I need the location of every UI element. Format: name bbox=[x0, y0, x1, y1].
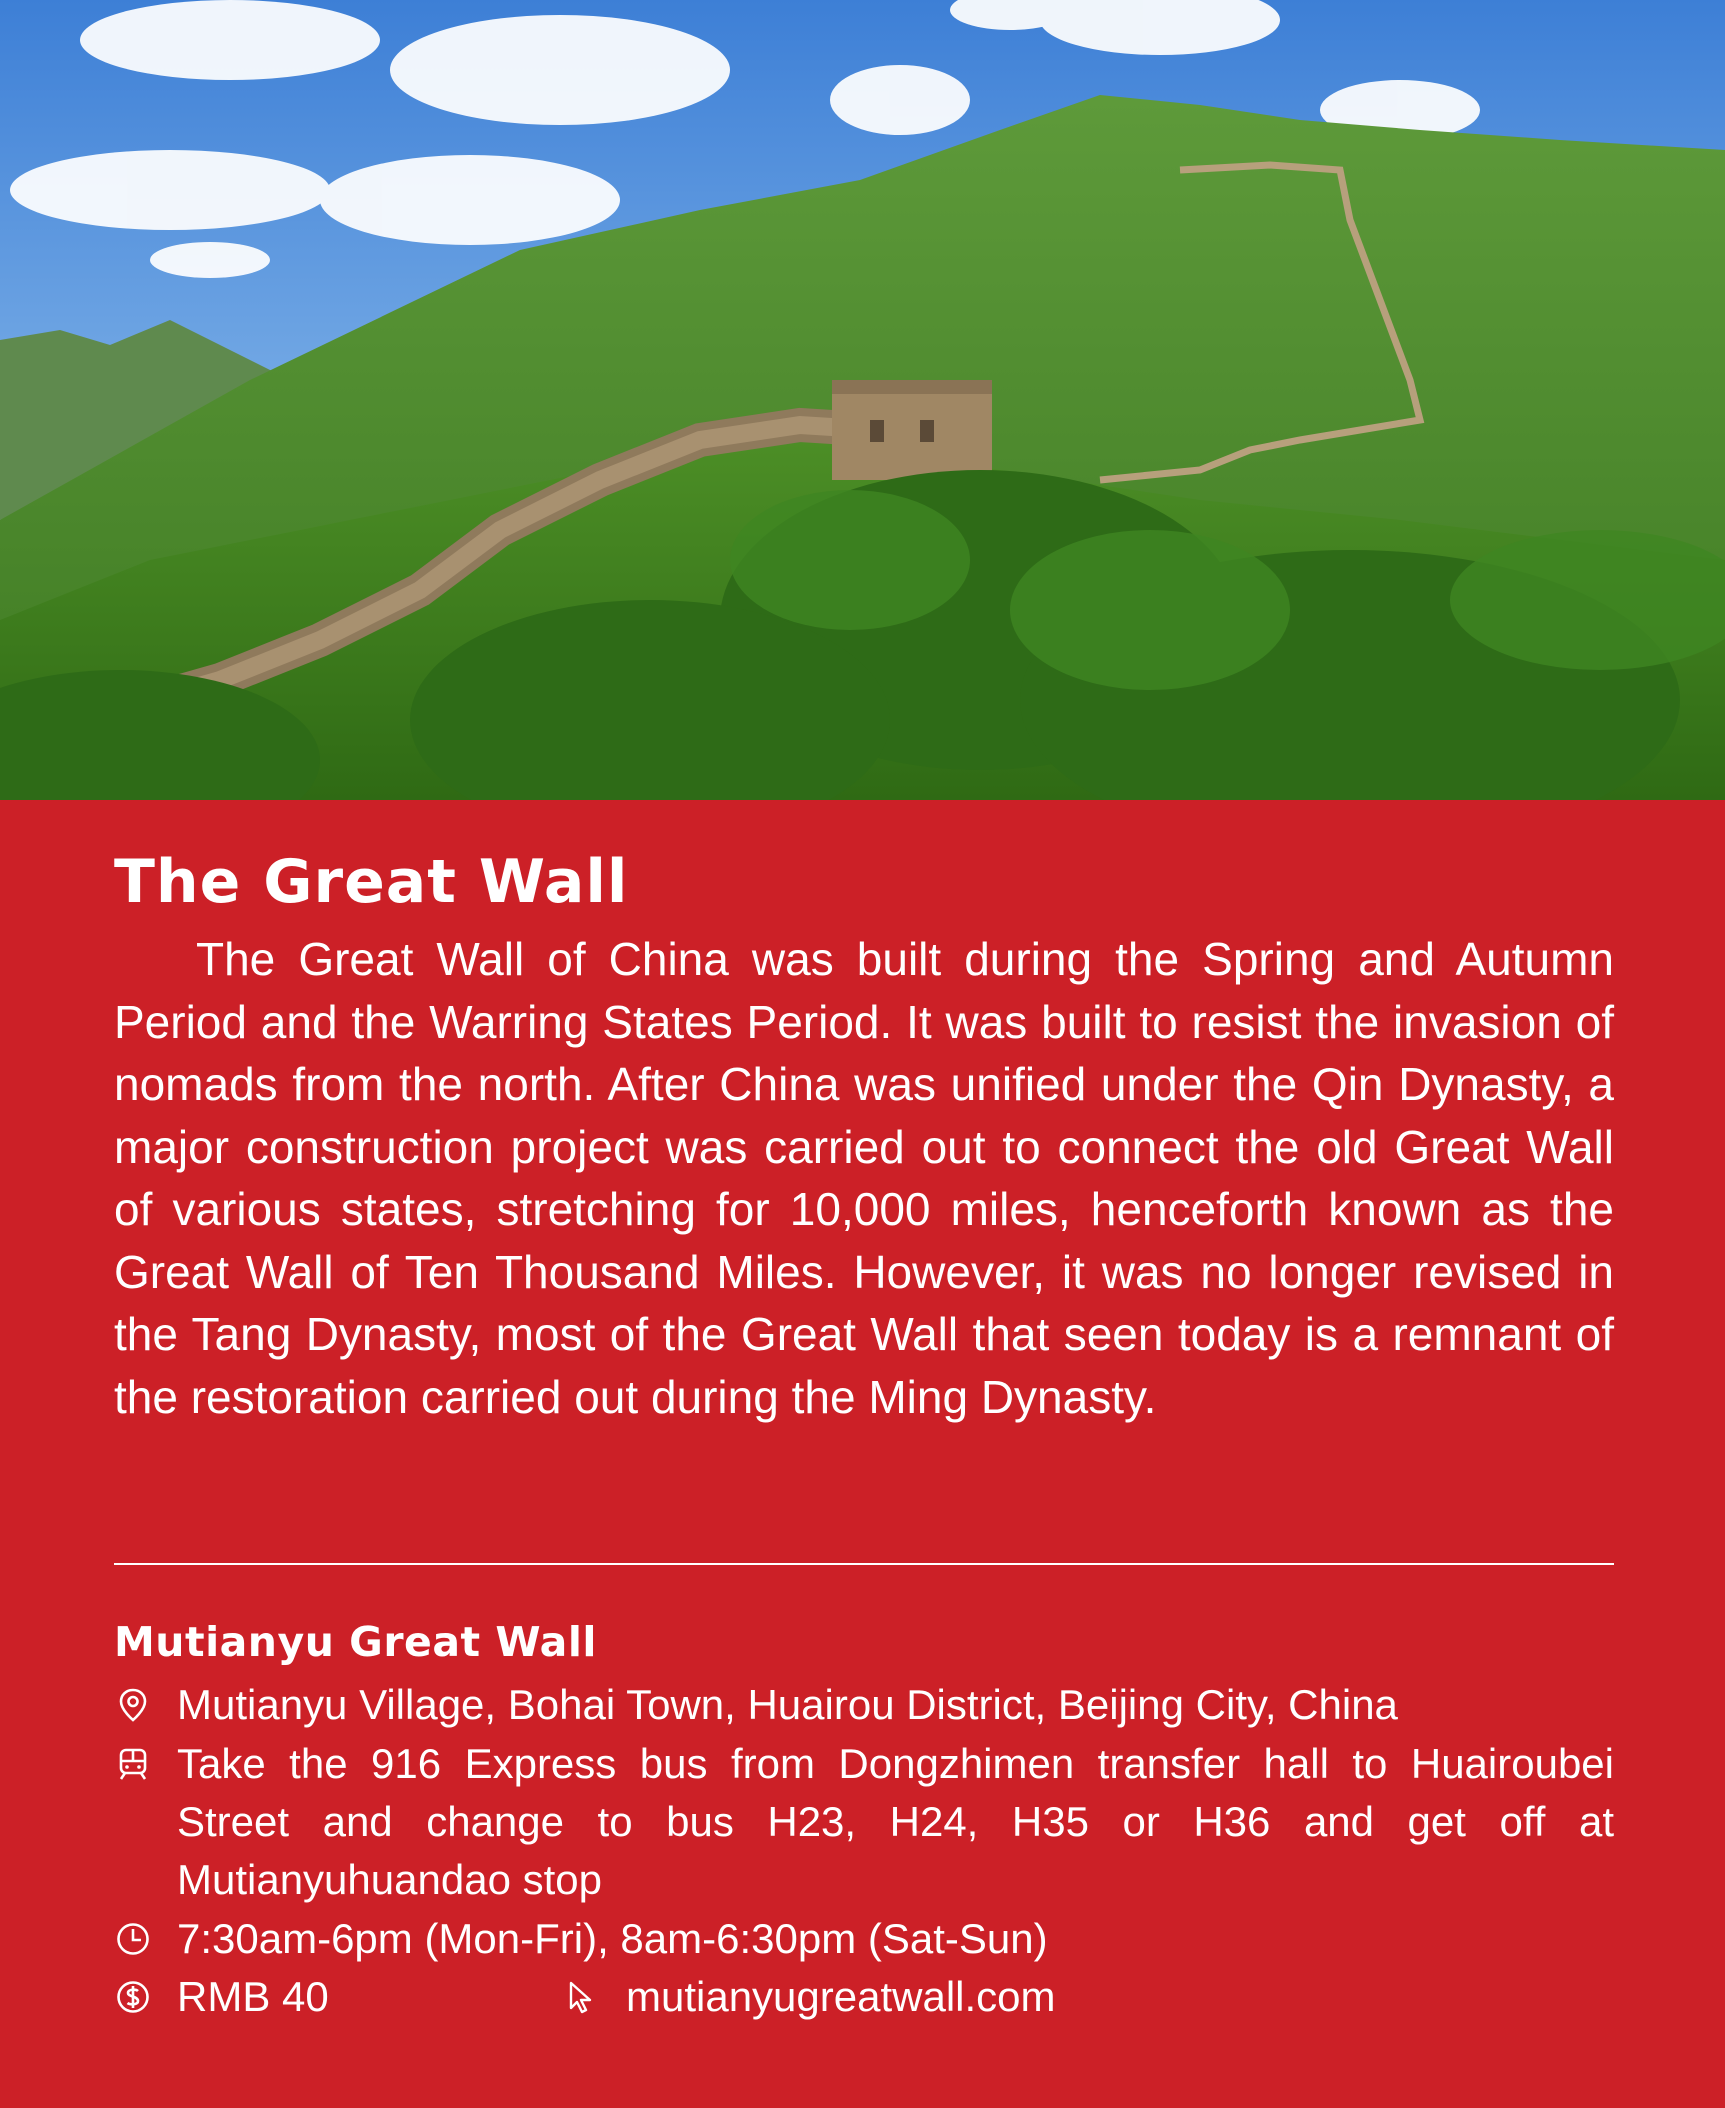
clock-icon bbox=[114, 1920, 152, 1958]
page-title: The Great Wall bbox=[114, 847, 629, 917]
site-name: Mutianyu Great Wall bbox=[114, 1618, 597, 1666]
hours-text: 7:30am-6pm (Mon-Fri), 8am-6:30pm (Sat-Sun) bbox=[177, 1915, 1048, 1962]
hours-row bbox=[114, 1910, 1614, 1968]
transport-text: Take the 916 Express bus from Dongzhimen transfer hall to Huairoubei Street and change to bus H23, H24, H35 or H36 and get off at Mutianyuhuandao stop bbox=[177, 1740, 1614, 1903]
location-pin-icon bbox=[114, 1686, 152, 1724]
price-text: RMB 40 bbox=[177, 1973, 329, 2020]
section-divider bbox=[114, 1563, 1614, 1565]
address-text: Mutianyu Village, Bohai Town, Huairou District, Beijing City, China bbox=[177, 1681, 1398, 1728]
address-row bbox=[114, 1676, 1614, 1734]
description-paragraph: The Great Wall of China was built during the Spring and Autumn Period and the Warring States Period. It was built to resist the invasion of nomads from the north. After China was unified under the Qin Dynasty, a major construction project was carried out to connect the old Great Wall of various states, stretching for 10,000 miles, henceforth known as the Great Wall of Ten Thousand Miles. However, it was no longer revised in the Tang Dynasty, most of the Great Wall that seen today is a remnant of the restoration carried out during the Ming Dynasty. bbox=[114, 933, 1614, 1423]
train-icon bbox=[114, 1745, 152, 1783]
great-wall-landscape bbox=[0, 0, 1725, 800]
hero-image bbox=[0, 0, 1725, 800]
website-link[interactable]: mutianyugreatwall.com bbox=[626, 1973, 1056, 2020]
dollar-icon bbox=[114, 1978, 152, 2016]
cursor-icon bbox=[563, 1978, 601, 2016]
transport-row bbox=[114, 1735, 1614, 1910]
